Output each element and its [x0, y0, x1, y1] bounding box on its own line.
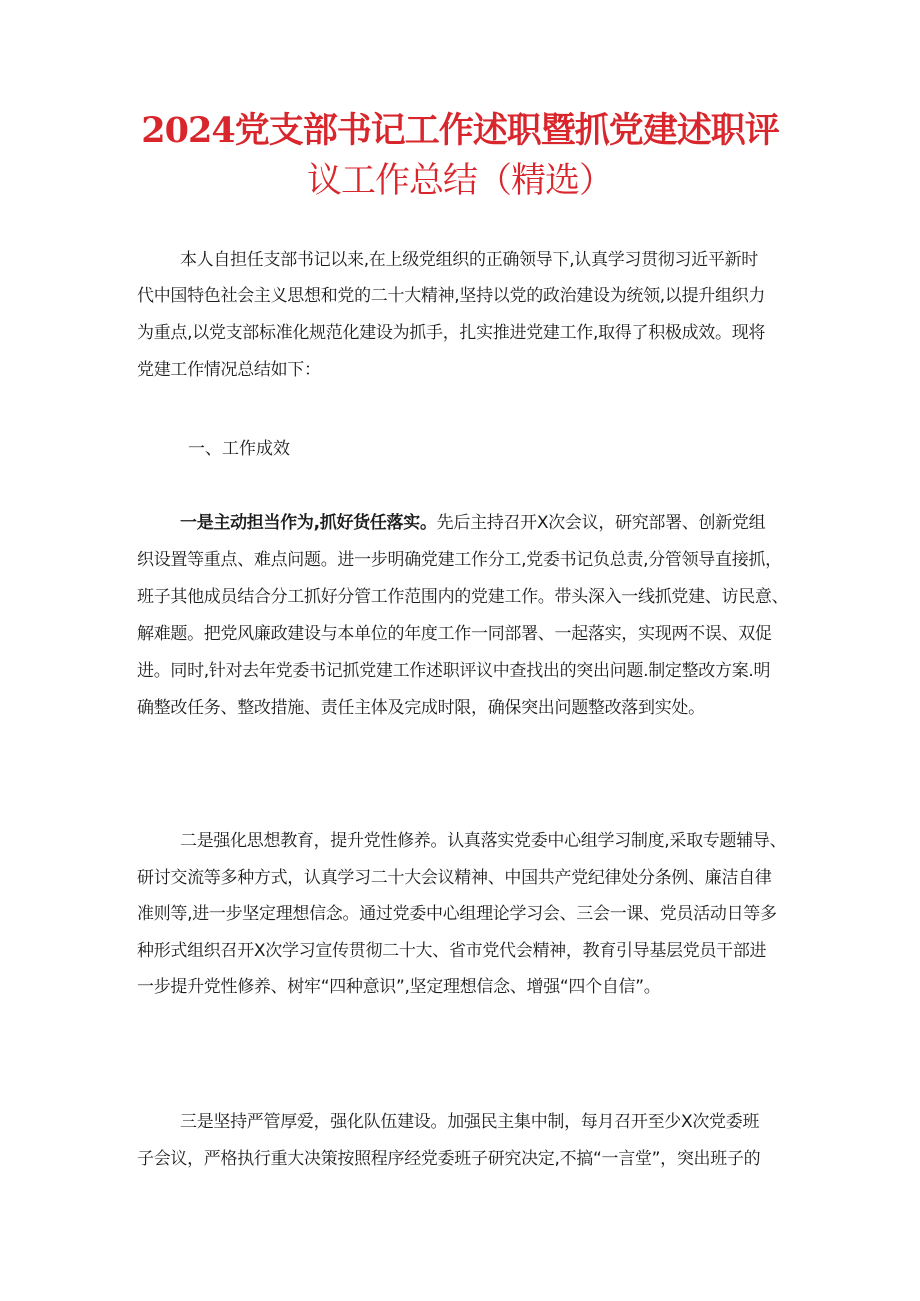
document-title-line-1: 2024党支部书记工作述职暨抓党建述职评	[141, 110, 779, 151]
item2-line-5: 一步提升党性修养、树牢“四种意识”,坚定理想信念、增强“四个自信”。	[137, 977, 661, 997]
item1-line-2: 织设置等重点、难点问题。进一步明确党建工作分工,党委书记负总责,分管领导直接抓，	[137, 550, 782, 570]
intro-line-4: 党建工作情况总结如下：	[137, 360, 321, 380]
item2-line-1: 二是强化思想教育，提升党性修养。认真落实党委中心组学习制度,采取专题辅导、	[180, 831, 787, 851]
intro-line-1: 本人自担任支部书记以来,在上级党组织的正确领导下,认真学习贯彻习近平新时	[180, 250, 759, 270]
document-title-line-2: 议工作总结（精选）	[306, 161, 613, 201]
item3-line-1: 三是坚持严管厚爱，强化队伍建设。加强民主集中制，每月召开至少X次党委班	[180, 1112, 760, 1132]
intro-line-2: 代中国特色社会主义思想和党的二十大精神,坚持以党的政治建设为统领,以提升组织力	[137, 286, 766, 306]
item1-line-3: 班子其他成员结合分工抓好分管工作范围内的党建工作。带头深入一线抓党建、访民意、	[137, 587, 789, 607]
intro-line-3: 为重点,以党支部标准化规范化建设为抓手，扎实推进党建工作,取得了积极成效。现将	[137, 323, 766, 343]
item1-line-6: 确整改任务、整改措施、责任主体及完成时限，确保突出问题整改落到实处。	[137, 698, 705, 718]
item2-line-3: 准则等,进一步坚定理想信念。通过党委中心组理论学习会、三会一课、党员活动日等多	[137, 904, 777, 924]
item1-first-line	[180, 508, 765, 533]
item1-line-1: 先后主持召开X次会议，研究部署、创新党组	[436, 513, 766, 533]
item2-line-4: 种形式组织召开X次学习宣传贯彻二十大、省市党代会精神，教育引导基层党员干部进	[137, 941, 767, 961]
item1-line-5: 进。同时,针对去年党委书记抓党建工作述职评议中查找出的突出问题.制定整改方案.明	[137, 661, 771, 681]
item1-line-4: 解难题。把党风廉政建设与本单位的年度工作一同部署、一起落实，实现两不误、双促	[137, 624, 772, 644]
section-heading: 一、工作成效	[188, 439, 290, 459]
item3-line-2: 子会议，严格执行重大决策按照程序经党委班子研究决定,不搞“一言堂”，突出班子的	[137, 1149, 761, 1169]
item1-bold-lead: 一是主动担当作为,抓好货任落实。	[180, 513, 437, 533]
item2-line-2: 研讨交流等多种方式，认真学习二十大会议精神、中国共产党纪律处分条例、廉洁自律	[137, 868, 772, 888]
